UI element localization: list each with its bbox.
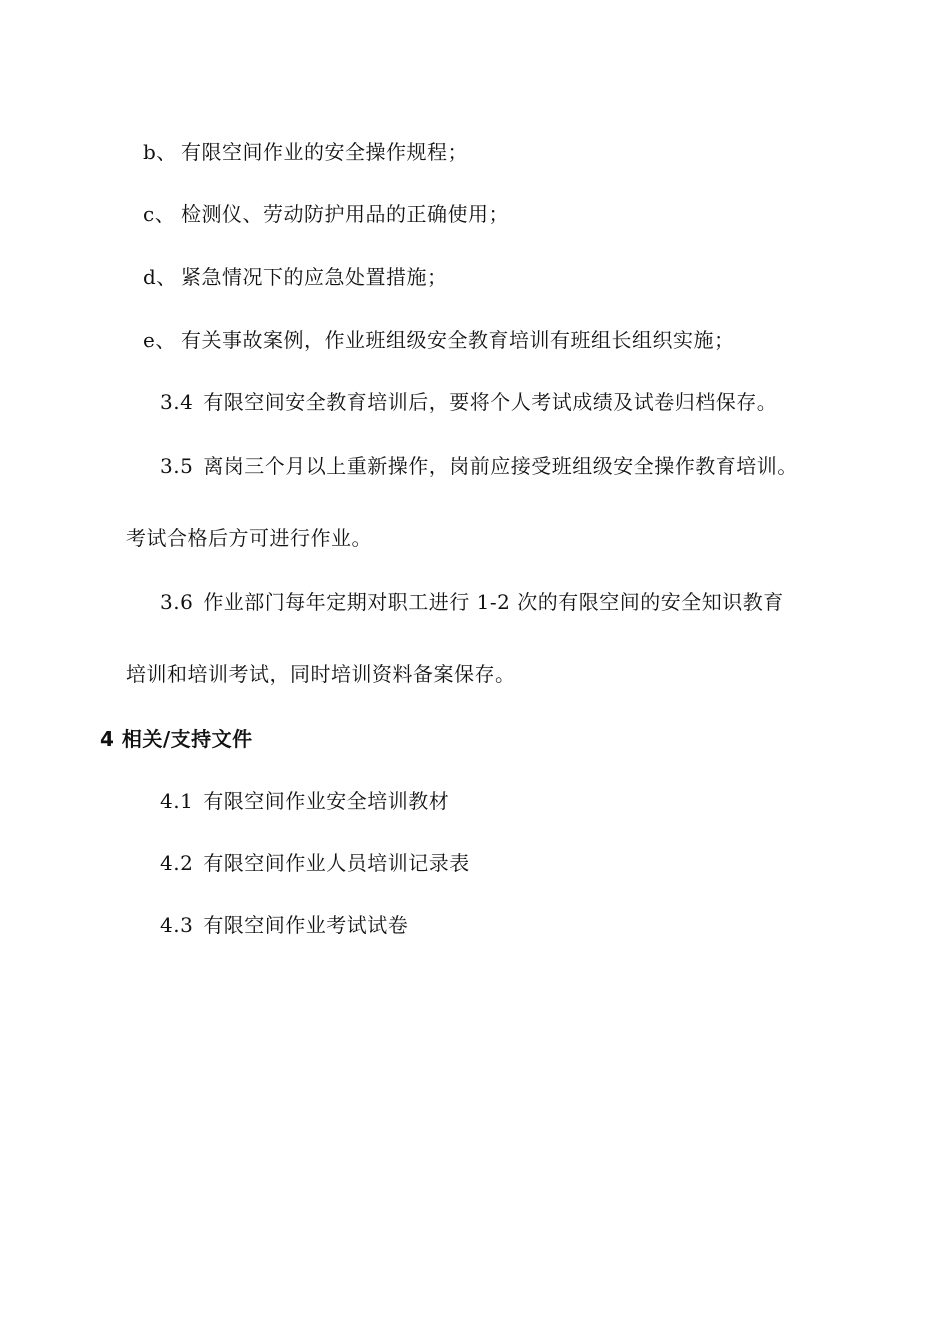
reference-number: 4.3 [160,913,194,937]
paragraph-text: 有限空间安全教育培训后，要将个人考试成绩及试卷归档保存。 [203,390,778,414]
paragraph-3-5 [160,454,798,478]
list-marker: d、 [143,265,177,289]
paragraph-number: 3.6 [160,590,194,614]
list-item-text: 有限空间作业的安全操作规程； [181,140,468,164]
paragraph-3-6-continuation: 培训和培训考试，同时培训资料备案保存。 [126,662,516,686]
reference-4-1 [160,789,449,813]
section-heading: 4 相关/支持文件 [100,727,253,751]
reference-text: 有限空间作业考试试卷 [203,913,409,937]
list-item-text: 检测仪、劳动防护用品的正确使用； [181,202,509,226]
list-item-e [143,328,735,352]
paragraph-number: 3.4 [160,390,194,414]
reference-4-2 [160,851,470,875]
reference-number: 4.2 [160,851,194,875]
reference-text: 有限空间作业人员培训记录表 [203,851,470,875]
reference-number: 4.1 [160,789,194,813]
paragraph-text: 作业部门每年定期对职工进行 1-2 次的有限空间的安全知识教育 [203,590,784,614]
list-marker: e、 [143,328,176,352]
reference-text: 有限空间作业安全培训教材 [203,789,450,813]
paragraph-3-5-continuation: 考试合格后方可进行作业。 [126,526,372,550]
paragraph-3-6 [160,590,784,614]
list-item-text: 紧急情况下的应急处置措施； [181,265,448,289]
list-item-c [143,202,509,226]
list-item-b [143,140,468,164]
list-marker: b、 [143,140,177,164]
list-item-d [143,265,448,289]
paragraph-text: 离岗三个月以上重新操作，岗前应接受班组级安全操作教育培训。 [203,454,798,478]
paragraph-3-4 [160,390,777,414]
list-marker: c、 [143,202,176,226]
paragraph-number: 3.5 [160,454,194,478]
list-item-text: 有关事故案例，作业班组级安全教育培训有班组长组织实施； [181,328,735,352]
reference-4-3 [160,913,408,937]
